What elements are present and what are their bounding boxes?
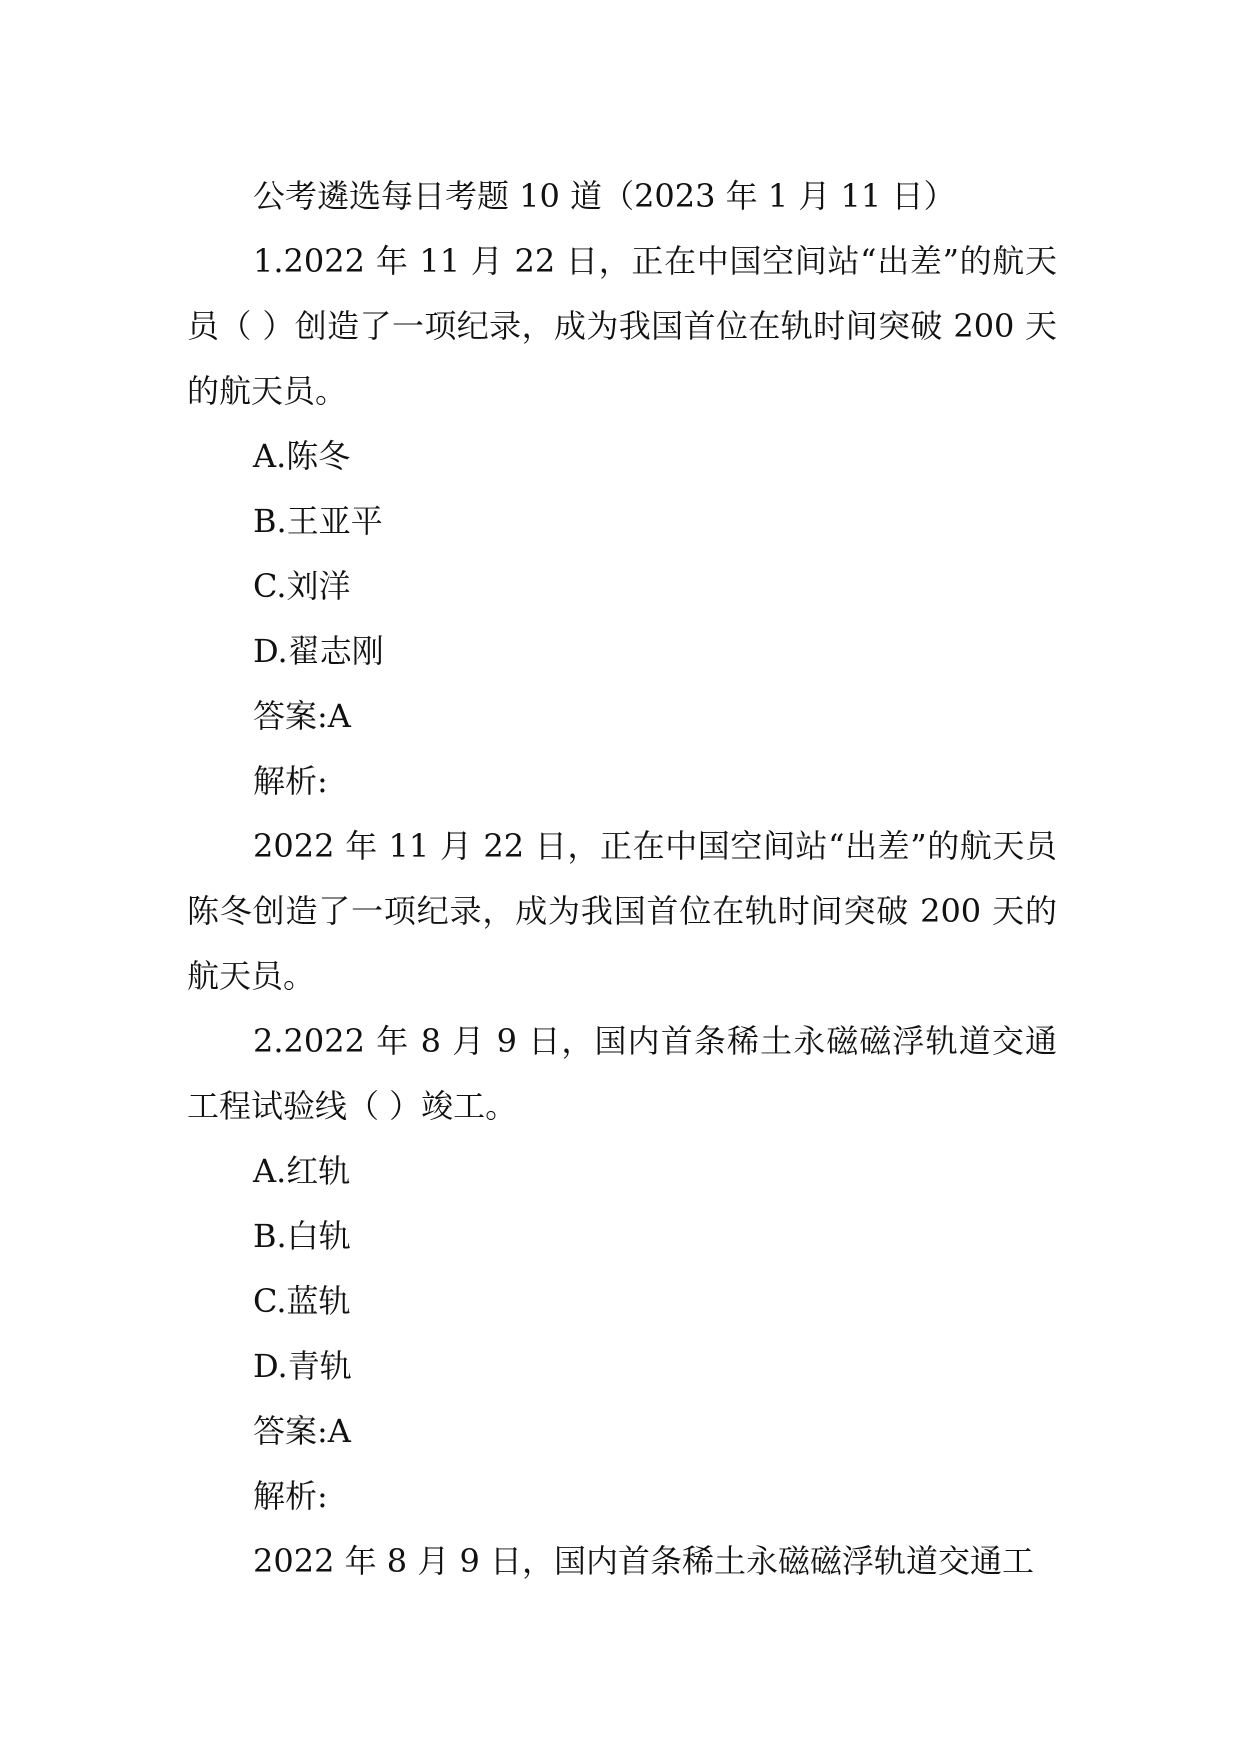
question-2-text: 2.2022 年 8 月 9 日，国内首条稀土永磁磁浮轨道交通工程试验线（ ）竣工。 xyxy=(187,1022,1057,1125)
question-1-option-a: A.陈冬 xyxy=(253,437,351,475)
question-1-text: 1.2022 年 11 月 22 日，正在中国空间站“出差”的航天员（ ）创造了一项纪录，成为我国首位在轨时间突破 200 天的航天员。 xyxy=(187,242,1057,410)
question-1-option-b: B.王亚平 xyxy=(253,502,383,540)
question-2-analysis-label: 解析: xyxy=(253,1477,328,1515)
question-2-answer: 答案:A xyxy=(253,1412,351,1450)
question-2-option-d: D.青轨 xyxy=(253,1347,352,1385)
question-1-option-d: D.翟志刚 xyxy=(253,632,384,670)
question-1-analysis: 2022 年 11 月 22 日，正在中国空间站“出差”的航天员陈冬创造了一项纪录，成为我国首位在轨时间突破 200 天的航天员。 xyxy=(187,827,1057,995)
question-1-option-c: C.刘洋 xyxy=(253,567,351,605)
question-2-analysis-partial: 2022 年 8 月 9 日，国内首条稀土永磁磁浮轨道交通工 xyxy=(253,1542,1035,1580)
question-2-option-b: B.白轨 xyxy=(253,1217,351,1255)
question-2-option-c: C.蓝轨 xyxy=(253,1282,351,1320)
question-1-analysis-label: 解析: xyxy=(253,762,328,800)
question-1-answer: 答案:A xyxy=(253,697,351,735)
document-body xyxy=(187,164,1057,1594)
question-2-option-a: A.红轨 xyxy=(253,1152,351,1190)
document-title: 公考遴选每日考题 10 道（2023 年 1 月 11 日） xyxy=(253,177,956,215)
